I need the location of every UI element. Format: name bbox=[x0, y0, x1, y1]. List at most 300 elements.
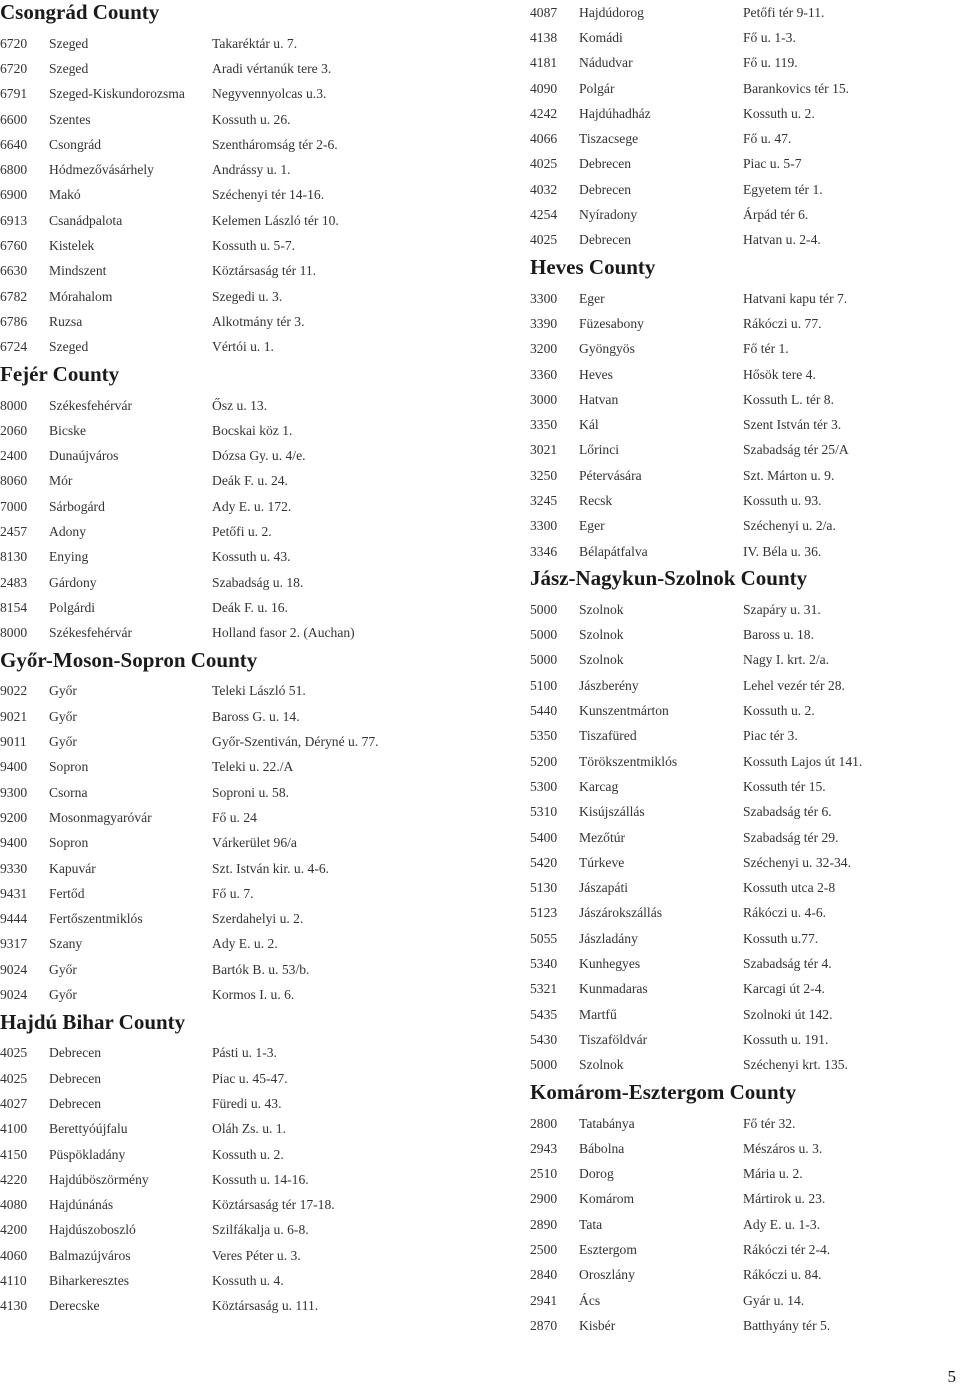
city-name: Eger bbox=[579, 518, 605, 534]
zip-code: 6782 bbox=[0, 288, 28, 304]
zip-code: 5000 bbox=[530, 601, 558, 617]
zip-code: 2800 bbox=[530, 1115, 558, 1131]
list-item bbox=[530, 1027, 960, 1052]
street-address: Rákóczi u. 77. bbox=[743, 315, 822, 331]
zip-code: 8000 bbox=[0, 625, 28, 641]
city-name: Balmazújváros bbox=[49, 1247, 131, 1263]
list-item bbox=[0, 469, 500, 494]
city-name: Győr bbox=[49, 961, 77, 977]
street-address: Rákóczi u. 4-6. bbox=[743, 905, 827, 921]
city-name: Hajdúnánás bbox=[49, 1197, 114, 1213]
zip-code: 2870 bbox=[530, 1317, 558, 1333]
list-item bbox=[0, 1066, 500, 1091]
city-name: Püspökladány bbox=[49, 1146, 126, 1162]
city-name: Esztergom bbox=[579, 1242, 637, 1257]
list-item bbox=[530, 488, 960, 513]
city-name: Törökszentmiklós bbox=[579, 753, 678, 769]
zip-code: 9011 bbox=[0, 734, 27, 750]
city-name: Kunhegyes bbox=[579, 956, 641, 972]
zip-code: 4025 bbox=[530, 156, 558, 172]
list-item bbox=[530, 0, 960, 25]
street-address: Köztársaság tér 17-18. bbox=[212, 1197, 335, 1213]
list-item bbox=[0, 780, 500, 805]
city-name: Debrecen bbox=[49, 1045, 102, 1061]
street-address: Köztársaság tér 11. bbox=[212, 263, 317, 279]
list-item bbox=[0, 157, 500, 182]
street-address: Kossuth u. 5-7. bbox=[212, 238, 296, 254]
list-item bbox=[530, 977, 960, 1002]
list-item bbox=[530, 1313, 960, 1338]
city-name: Szeged-Kiskundorozsma bbox=[49, 86, 185, 102]
street-address: Győr-Szentiván, Déryné u. 77. bbox=[212, 734, 379, 750]
zip-code: 5000 bbox=[530, 652, 558, 668]
zip-code: 5310 bbox=[530, 804, 558, 820]
street-address: Hatvani kapu tér 7. bbox=[743, 290, 848, 306]
zip-code: 7000 bbox=[0, 498, 28, 514]
street-address: Pásti u. 1-3. bbox=[212, 1045, 277, 1061]
list-item bbox=[0, 1167, 500, 1192]
zip-code: 9330 bbox=[0, 860, 28, 876]
city-name: Tatabánya bbox=[579, 1115, 635, 1131]
county-section-heves-county bbox=[530, 253, 960, 564]
street-address: Kossuth u. 2. bbox=[743, 105, 815, 121]
county-heading: Fejér County bbox=[0, 361, 120, 386]
street-address: Takaréktár u. 7. bbox=[212, 35, 298, 51]
list-item bbox=[530, 311, 960, 336]
city-name: Mór bbox=[49, 473, 73, 489]
city-name: Tiszafüred bbox=[579, 728, 637, 744]
city-name: Szolnok bbox=[579, 652, 624, 668]
street-address: Kossuth u. 2. bbox=[212, 1146, 284, 1162]
zip-code: 6630 bbox=[0, 263, 28, 279]
zip-code: 5130 bbox=[530, 880, 558, 896]
zip-code: 2941 bbox=[530, 1292, 558, 1308]
street-address: Szabadság tér 6. bbox=[743, 804, 832, 820]
street-address: Árpád tér 6. bbox=[743, 207, 809, 223]
list-item bbox=[530, 1237, 960, 1262]
city-name: Karcag bbox=[579, 778, 619, 794]
zip-code: 6791 bbox=[0, 86, 28, 102]
zip-code: 9022 bbox=[0, 683, 28, 699]
zip-code: 5440 bbox=[530, 703, 558, 719]
city-name: Csorna bbox=[49, 784, 88, 800]
list-item bbox=[0, 31, 500, 56]
list-item bbox=[0, 418, 500, 443]
zip-code: 4025 bbox=[530, 232, 558, 248]
county-heading: Jász-Nagykun-Szolnok County bbox=[530, 566, 808, 591]
city-name: Győr bbox=[49, 987, 77, 1003]
city-name: Szeged bbox=[49, 60, 89, 76]
list-item bbox=[0, 1192, 500, 1217]
list-item bbox=[530, 1263, 960, 1288]
list-item bbox=[0, 393, 500, 418]
street-address: Fő tér 32. bbox=[743, 1115, 796, 1131]
list-item bbox=[530, 514, 960, 539]
city-name: Hajdúszoboszló bbox=[49, 1222, 136, 1238]
list-item bbox=[0, 1294, 500, 1319]
list-item bbox=[530, 876, 960, 901]
street-address: Szt. Márton u. 9. bbox=[743, 467, 835, 483]
zip-code: 4150 bbox=[0, 1146, 28, 1162]
street-address: Szabadság u. 18. bbox=[212, 574, 304, 590]
list-item bbox=[0, 82, 500, 107]
list-item bbox=[0, 1091, 500, 1116]
city-name: Ruzsa bbox=[49, 313, 83, 329]
city-name: Túrkeve bbox=[579, 854, 625, 870]
zip-code: 6913 bbox=[0, 212, 28, 228]
list-item bbox=[530, 438, 960, 463]
county-heading: Csongrád County bbox=[0, 0, 160, 24]
city-name: Hatvan bbox=[579, 391, 619, 407]
city-name: Hajdúhadház bbox=[579, 105, 651, 121]
city-name: Hajdúböszörmény bbox=[49, 1171, 149, 1187]
zip-code: 4080 bbox=[0, 1197, 28, 1213]
zip-code: 5435 bbox=[530, 1006, 558, 1022]
city-name: Tiszacsege bbox=[579, 131, 639, 147]
zip-code: 3346 bbox=[530, 543, 558, 559]
list-item bbox=[0, 907, 500, 932]
zip-code: 5430 bbox=[530, 1031, 558, 1047]
list-item bbox=[0, 621, 500, 646]
street-address: Teleki u. 22./A bbox=[212, 759, 294, 775]
city-name: Szolnok bbox=[579, 1057, 624, 1073]
city-name: Hajdúdorog bbox=[579, 4, 644, 20]
list-item bbox=[530, 673, 960, 698]
list-item bbox=[530, 1111, 960, 1136]
list-item bbox=[0, 1142, 500, 1167]
list-item bbox=[530, 228, 960, 253]
zip-code: 9024 bbox=[0, 961, 28, 977]
list-item bbox=[0, 805, 500, 830]
zip-code: 4110 bbox=[0, 1273, 27, 1288]
zip-code: 6600 bbox=[0, 111, 28, 127]
list-item bbox=[0, 1218, 500, 1243]
city-name: Dunaújváros bbox=[49, 448, 119, 464]
zip-code: 5100 bbox=[530, 677, 558, 693]
street-address: Szegedi u. 3. bbox=[212, 288, 283, 304]
street-address: Kossuth u. 43. bbox=[212, 549, 291, 565]
zip-code: 5000 bbox=[530, 627, 558, 643]
city-name: Pétervására bbox=[579, 467, 642, 483]
zip-code: 2400 bbox=[0, 448, 28, 464]
zip-code: 8154 bbox=[0, 599, 28, 615]
list-item bbox=[530, 1002, 960, 1027]
list-item bbox=[0, 259, 500, 284]
city-name: Enying bbox=[49, 549, 89, 565]
list-item bbox=[530, 539, 960, 564]
street-address: Egyetem tér 1. bbox=[743, 181, 823, 197]
list-item bbox=[0, 309, 500, 334]
street-address: Fő u. 24 bbox=[212, 809, 257, 825]
street-address: Szolnoki út 142. bbox=[743, 1006, 833, 1022]
street-address: Petőfi tér 9-11. bbox=[743, 4, 825, 20]
list-item bbox=[530, 286, 960, 311]
city-name: Győr bbox=[49, 708, 77, 724]
city-name: Heves bbox=[579, 366, 613, 382]
zip-code: 4032 bbox=[530, 181, 558, 197]
city-name: Fertőszentmiklós bbox=[49, 911, 143, 927]
city-name: Székesfehérvár bbox=[49, 625, 133, 641]
list-item bbox=[530, 1187, 960, 1212]
zip-code: 3000 bbox=[530, 391, 558, 407]
list-item bbox=[0, 1243, 500, 1268]
list-item bbox=[0, 1041, 500, 1066]
zip-code: 8000 bbox=[0, 397, 28, 413]
city-name: Szany bbox=[49, 936, 83, 952]
city-name: Sopron bbox=[49, 835, 89, 851]
list-item bbox=[530, 337, 960, 362]
street-address: Andrássy u. 1. bbox=[212, 162, 291, 178]
street-address: Fő u. 7. bbox=[212, 885, 254, 901]
street-address: Szerdahelyi u. 2. bbox=[212, 911, 304, 927]
list-item bbox=[530, 25, 960, 50]
zip-code: 9021 bbox=[0, 708, 28, 724]
city-name: Fertőd bbox=[49, 885, 85, 901]
list-item bbox=[0, 1268, 500, 1293]
street-address: Barankovics tér 15. bbox=[743, 80, 850, 96]
zip-code: 3300 bbox=[530, 518, 558, 534]
list-item bbox=[530, 774, 960, 799]
city-name: Nádudvar bbox=[579, 55, 633, 71]
city-name: Recsk bbox=[579, 492, 613, 508]
zip-code: 5340 bbox=[530, 956, 558, 972]
street-address: Dózsa Gy. u. 4/e. bbox=[212, 448, 306, 464]
street-address: Szentháromság tér 2-6. bbox=[212, 136, 338, 152]
street-address: Rákóczi u. 84. bbox=[743, 1267, 822, 1283]
zip-code: 9317 bbox=[0, 936, 28, 952]
street-address: Ady E. u. 1-3. bbox=[743, 1216, 821, 1232]
street-address: Szabadság tér 29. bbox=[743, 829, 839, 845]
zip-code: 5200 bbox=[530, 753, 558, 769]
city-name: Hódmezővásárhely bbox=[49, 162, 154, 178]
street-address: Fő u. 47. bbox=[743, 131, 792, 147]
street-address: Várkerület 96/a bbox=[212, 835, 297, 851]
street-address: Baross u. 18. bbox=[743, 627, 814, 643]
zip-code: 9400 bbox=[0, 759, 28, 775]
list-item bbox=[0, 284, 500, 309]
zip-code: 3021 bbox=[530, 442, 558, 458]
city-name: Szeged bbox=[49, 35, 89, 51]
zip-code: 2890 bbox=[530, 1216, 558, 1232]
zip-code: 4090 bbox=[530, 80, 558, 96]
list-item bbox=[530, 51, 960, 76]
list-item bbox=[530, 101, 960, 126]
zip-code: 2840 bbox=[530, 1267, 558, 1283]
zip-code: 5123 bbox=[530, 905, 558, 921]
list-item bbox=[0, 856, 500, 881]
city-name: Derecske bbox=[49, 1298, 100, 1314]
zip-code: 6900 bbox=[0, 187, 28, 203]
zip-code: 3360 bbox=[530, 366, 558, 382]
zip-code: 4220 bbox=[0, 1171, 28, 1187]
city-name: Adony bbox=[49, 523, 87, 539]
zip-code: 4254 bbox=[530, 207, 558, 223]
zip-code: 8060 bbox=[0, 473, 28, 489]
city-name: Tiszaföldvár bbox=[579, 1031, 648, 1047]
city-name: Sopron bbox=[49, 759, 89, 775]
county-section-csongrad-county bbox=[0, 0, 500, 360]
city-name: Jászberény bbox=[579, 677, 639, 693]
city-name: Oroszlány bbox=[579, 1267, 635, 1283]
zip-code: 2943 bbox=[530, 1140, 558, 1156]
street-address: Kossuth L. tér 8. bbox=[743, 391, 834, 407]
street-address: Petőfi u. 2. bbox=[212, 523, 272, 539]
zip-code: 3300 bbox=[530, 290, 558, 306]
list-item bbox=[0, 443, 500, 468]
zip-code: 5055 bbox=[530, 930, 558, 946]
zip-code: 2510 bbox=[530, 1166, 558, 1182]
county-heading: Hajdú Bihar County bbox=[0, 1009, 186, 1034]
list-item bbox=[0, 932, 500, 957]
zip-code: 6724 bbox=[0, 339, 28, 355]
list-item bbox=[0, 107, 500, 132]
county-section-continued bbox=[530, 0, 960, 253]
city-name: Füzesabony bbox=[579, 315, 644, 331]
city-name: Tata bbox=[579, 1216, 603, 1232]
list-item bbox=[0, 679, 500, 704]
street-address: Szapáry u. 31. bbox=[743, 601, 821, 617]
list-item bbox=[530, 76, 960, 101]
zip-code: 6786 bbox=[0, 313, 28, 329]
list-item bbox=[0, 831, 500, 856]
zip-code: 5420 bbox=[530, 854, 558, 870]
city-name: Makó bbox=[49, 187, 81, 203]
street-address: Karcagi út 2-4. bbox=[743, 981, 825, 997]
street-address: Kormos I. u. 6. bbox=[212, 987, 295, 1003]
zip-code: 4025 bbox=[0, 1070, 28, 1086]
list-item bbox=[530, 623, 960, 648]
list-item bbox=[530, 597, 960, 622]
list-item bbox=[530, 1288, 960, 1313]
city-name: Kisbér bbox=[579, 1317, 616, 1333]
list-item bbox=[530, 749, 960, 774]
list-item bbox=[0, 957, 500, 982]
city-name: Szolnok bbox=[579, 601, 624, 617]
city-name: Jászárokszállás bbox=[579, 905, 663, 921]
list-item bbox=[530, 387, 960, 412]
list-item bbox=[530, 724, 960, 749]
city-name: Győr bbox=[49, 734, 77, 750]
zip-code: 9300 bbox=[0, 784, 28, 800]
city-name: Gyöngyös bbox=[579, 341, 635, 357]
zip-code: 9431 bbox=[0, 885, 28, 901]
street-address: Oláh Zs. u. 1. bbox=[212, 1121, 287, 1137]
list-item bbox=[530, 1161, 960, 1186]
list-item bbox=[530, 1212, 960, 1237]
list-item bbox=[0, 132, 500, 157]
street-address: Szilfákalja u. 6-8. bbox=[212, 1222, 309, 1238]
list-item bbox=[530, 926, 960, 951]
zip-code: 9444 bbox=[0, 911, 28, 927]
city-name: Polgárdi bbox=[49, 599, 96, 615]
street-address: Vértói u. 1. bbox=[212, 339, 274, 355]
list-item bbox=[0, 545, 500, 570]
zip-code: 2500 bbox=[530, 1242, 558, 1257]
list-item bbox=[530, 152, 960, 177]
list-item bbox=[530, 126, 960, 151]
zip-code: 3245 bbox=[530, 492, 558, 508]
city-name: Jászladány bbox=[579, 930, 638, 946]
zip-code: 4181 bbox=[530, 55, 558, 71]
city-name: Kisújszállás bbox=[579, 804, 645, 820]
street-address: Teleki László 51. bbox=[212, 683, 306, 699]
city-name: Debrecen bbox=[579, 181, 632, 197]
street-address: Kossuth Lajos út 141. bbox=[743, 753, 863, 769]
zip-code: 3200 bbox=[530, 341, 558, 357]
list-item bbox=[0, 183, 500, 208]
city-name: Debrecen bbox=[49, 1070, 102, 1086]
zip-code: 4025 bbox=[0, 1045, 28, 1061]
zip-code: 4130 bbox=[0, 1298, 28, 1314]
city-name: Jászapáti bbox=[579, 880, 629, 896]
county-heading: Komárom-Esztergom County bbox=[530, 1079, 797, 1104]
street-address: Aradi vértanúk tere 3. bbox=[212, 60, 332, 76]
list-item bbox=[530, 1136, 960, 1161]
county-heading: Heves County bbox=[530, 254, 656, 279]
county-section-hajdu-bihar-county bbox=[0, 1008, 500, 1319]
list-item bbox=[530, 362, 960, 387]
city-name: Szeged bbox=[49, 339, 89, 355]
street-address: Piac tér 3. bbox=[743, 728, 798, 744]
street-address: Füredi u. 43. bbox=[212, 1095, 282, 1111]
street-address: Bocskai köz 1. bbox=[212, 422, 293, 438]
list-item bbox=[530, 177, 960, 202]
city-name: Eger bbox=[579, 290, 605, 306]
list-item bbox=[0, 519, 500, 544]
city-name: Kunszentmárton bbox=[579, 703, 669, 719]
list-item bbox=[0, 595, 500, 620]
street-address: Kossuth u. 2. bbox=[743, 703, 815, 719]
list-item bbox=[530, 1053, 960, 1078]
street-address: Mészáros u. 3. bbox=[743, 1140, 823, 1156]
street-address: Rákóczi tér 2-4. bbox=[743, 1242, 831, 1257]
zip-code: 6760 bbox=[0, 238, 28, 254]
zip-code: 2900 bbox=[530, 1191, 558, 1207]
list-item bbox=[530, 800, 960, 825]
city-name: Mórahalom bbox=[49, 288, 113, 304]
street-address: Lehel vezér tér 28. bbox=[743, 677, 845, 693]
street-address: IV. Béla u. 36. bbox=[743, 543, 822, 559]
list-item bbox=[0, 233, 500, 258]
city-name: Berettyóújfalu bbox=[49, 1121, 128, 1137]
street-address: Kossuth tér 15. bbox=[743, 778, 826, 794]
list-item bbox=[0, 982, 500, 1007]
street-address: Szt. István kir. u. 4-6. bbox=[212, 860, 330, 876]
city-name: Csongrád bbox=[49, 136, 102, 152]
zip-code: 5321 bbox=[530, 981, 558, 997]
street-address: Széchenyi u. 32-34. bbox=[743, 854, 851, 870]
list-item bbox=[0, 570, 500, 595]
street-address: Veres Péter u. 3. bbox=[212, 1247, 301, 1263]
list-item bbox=[530, 202, 960, 227]
street-address: Kossuth u. 14-16. bbox=[212, 1171, 309, 1187]
city-name: Debrecen bbox=[49, 1095, 102, 1111]
zip-code: 4066 bbox=[530, 131, 558, 147]
street-address: Mária u. 2. bbox=[743, 1166, 803, 1182]
zip-code: 5300 bbox=[530, 778, 558, 794]
street-address: Holland fasor 2. (Auchan) bbox=[212, 625, 355, 641]
street-address: Hatvan u. 2-4. bbox=[743, 232, 821, 248]
zip-code: 6720 bbox=[0, 35, 28, 51]
zip-code: 9400 bbox=[0, 835, 28, 851]
list-item bbox=[0, 704, 500, 729]
list-item bbox=[530, 648, 960, 673]
street-address: Széchenyi u. 2/a. bbox=[743, 518, 836, 534]
street-address: Kossuth u. 191. bbox=[743, 1031, 829, 1047]
street-address: Baross G. u. 14. bbox=[212, 708, 300, 724]
left-column bbox=[0, 0, 500, 1319]
zip-code: 8130 bbox=[0, 549, 28, 565]
